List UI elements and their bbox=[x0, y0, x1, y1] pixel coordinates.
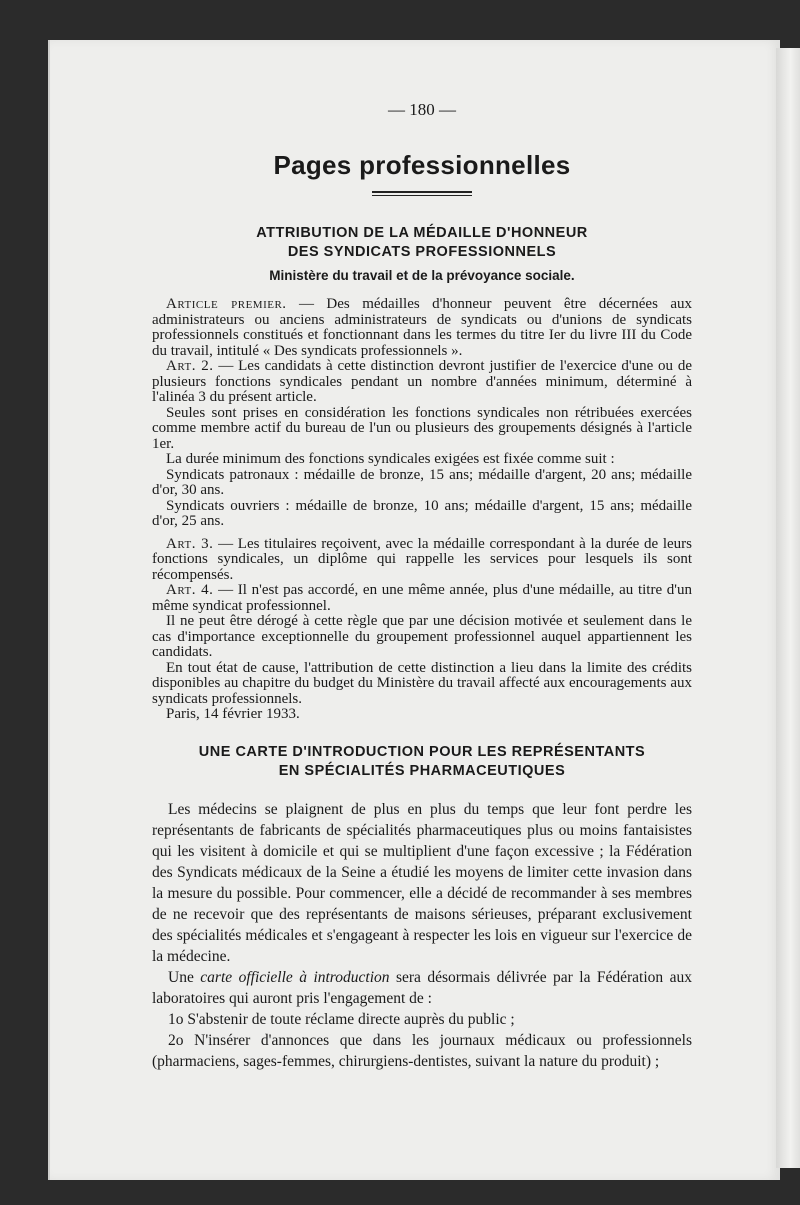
article1-heading-line1: ATTRIBUTION DE LA MÉDAILLE D'HONNEUR bbox=[256, 225, 588, 241]
art3-paragraph bbox=[152, 537, 692, 584]
art3-label: Art. 3. bbox=[166, 535, 214, 552]
art1-paragraph bbox=[152, 297, 692, 359]
title-rule bbox=[372, 191, 472, 196]
p2-start: Une bbox=[168, 968, 201, 986]
art2-paragraph-2: Seules sont prises en considération les fonctions syndicales non rétribuées exercées comme membre actif du bureau de l'un ou plusieurs des groupements désignés à l'article 1er. bbox=[152, 404, 692, 452]
art2-paragraph bbox=[152, 359, 692, 406]
section-title: Pages professionnelles bbox=[273, 150, 571, 180]
art1-text: — Des médailles d'honneur peuvent être décernées aux administrateurs ou anciens administrateurs de syndicats ou d'unions de syndicats professionnels constitués et fonctionnant dans les termes du titre Ier du livre III du Code du travail, intitulé « Des syndicats professionnels ». bbox=[152, 296, 693, 359]
page-content bbox=[152, 100, 692, 1072]
article2-heading-line1: UNE CARTE D'INTRODUCTION POUR LES REPRÉSENTANTS bbox=[198, 743, 646, 760]
article2-heading bbox=[152, 743, 692, 781]
page-number: — 180 — bbox=[388, 100, 456, 119]
art2-label: Art. 2. bbox=[166, 358, 214, 374]
article1-heading bbox=[152, 224, 692, 262]
page-edge bbox=[776, 48, 800, 1168]
art2-text: — Les candidats à cette distinction devront justifier de l'exercice d'une ou de plusieurs fonctions syndicales pendant un nombre d'années minimum, déterminé à l'alinéa 3 du présent article. bbox=[152, 358, 692, 405]
article1-body bbox=[152, 297, 692, 723]
decree-date: Paris, 14 février 1933. bbox=[166, 706, 300, 722]
article2-body bbox=[152, 799, 692, 1072]
art4-paragraph-2: Il ne peut être dérogé à cette règle que par une décision motivée et seulement dans le cas d'importance exceptionnelle du groupement professionnel auquel appartiennent les candidats. bbox=[152, 613, 692, 660]
art1-label: Article premier. bbox=[166, 296, 287, 312]
p2-end: sera désormais délivrée par la Fédération aux laboratoires qui auront pris l'engagement de : bbox=[152, 968, 693, 1007]
article2-heading-line2: EN SPÉCIALITÉS PHARMACEUTIQUES bbox=[278, 762, 566, 779]
art4-label: Art. 4. bbox=[166, 582, 214, 598]
list-item-2: 2o N'insérer d'annonces que dans les journaux médicaux ou professionnels (pharmaciens, sages-femmes, chirurgiens-dentistes, suivant la nature du produit) ; bbox=[152, 1031, 692, 1070]
art2-paragraph-3: La durée minimum des fonctions syndicales exigées est fixée comme suit : bbox=[166, 451, 615, 467]
art4-paragraph bbox=[152, 583, 692, 614]
art4-paragraph-3: En tout état de cause, l'attribution de cette distinction a lieu dans la limite des crédits disponibles au chapitre du budget du Ministère du travail affecté aux encouragements aux syndicats professionnels. bbox=[152, 659, 692, 707]
art2-paragraph-5: Syndicats ouvriers : médaille de bronze, 10 ans; médaille d'argent, 15 ans; médaille d'or, 25 ans. bbox=[152, 497, 692, 529]
article2-paragraph-2 bbox=[152, 967, 692, 1009]
article1-heading-line2: DES SYNDICATS PROFESSIONNELS bbox=[287, 244, 557, 260]
article2-paragraph-1: Les médecins se plaignent de plus en plus du temps que leur font perdre les représentants de fabricants de spécialités pharmaceutiques plus ou moins fantaisistes qui les visitent à domicile et qui se multiplient d'une façon excessive ; la Fédération des Syndicats médicaux de la Seine a étudié les moyens de limiter cette invasion dans la mesure du possible. Pour commencer, elle a décidé de recommander à ses membres de ne recevoir que des représentants de maisons sérieuses, préparant exclusivement des spécialités médicales et s'engageant à respecter les lois en vigueur sur l'exercice de la médecine. bbox=[152, 800, 692, 965]
p2-italic: carte officielle à introduction bbox=[200, 968, 390, 986]
art3-text: — Les titulaires reçoivent, avec la médaille correspondant à la durée de leurs fonctions syndicales, un diplôme qui rappelle les services pour lesquels ils sont récompensés. bbox=[152, 535, 693, 583]
list-item-1: 1o S'abstenir de toute réclame directe auprès du public ; bbox=[168, 1010, 515, 1028]
art2-paragraph-4: Syndicats patronaux : médaille de bronze, 15 ans; médaille d'argent, 20 ans; médaille d'or, 30 ans. bbox=[152, 466, 692, 498]
art4-text: — Il n'est pas accordé, en une même année, plus d'une médaille, au titre d'un même syndicat professionnel. bbox=[152, 582, 692, 614]
ministry-heading: Ministère du travail et de la prévoyance sociale. bbox=[269, 268, 575, 283]
